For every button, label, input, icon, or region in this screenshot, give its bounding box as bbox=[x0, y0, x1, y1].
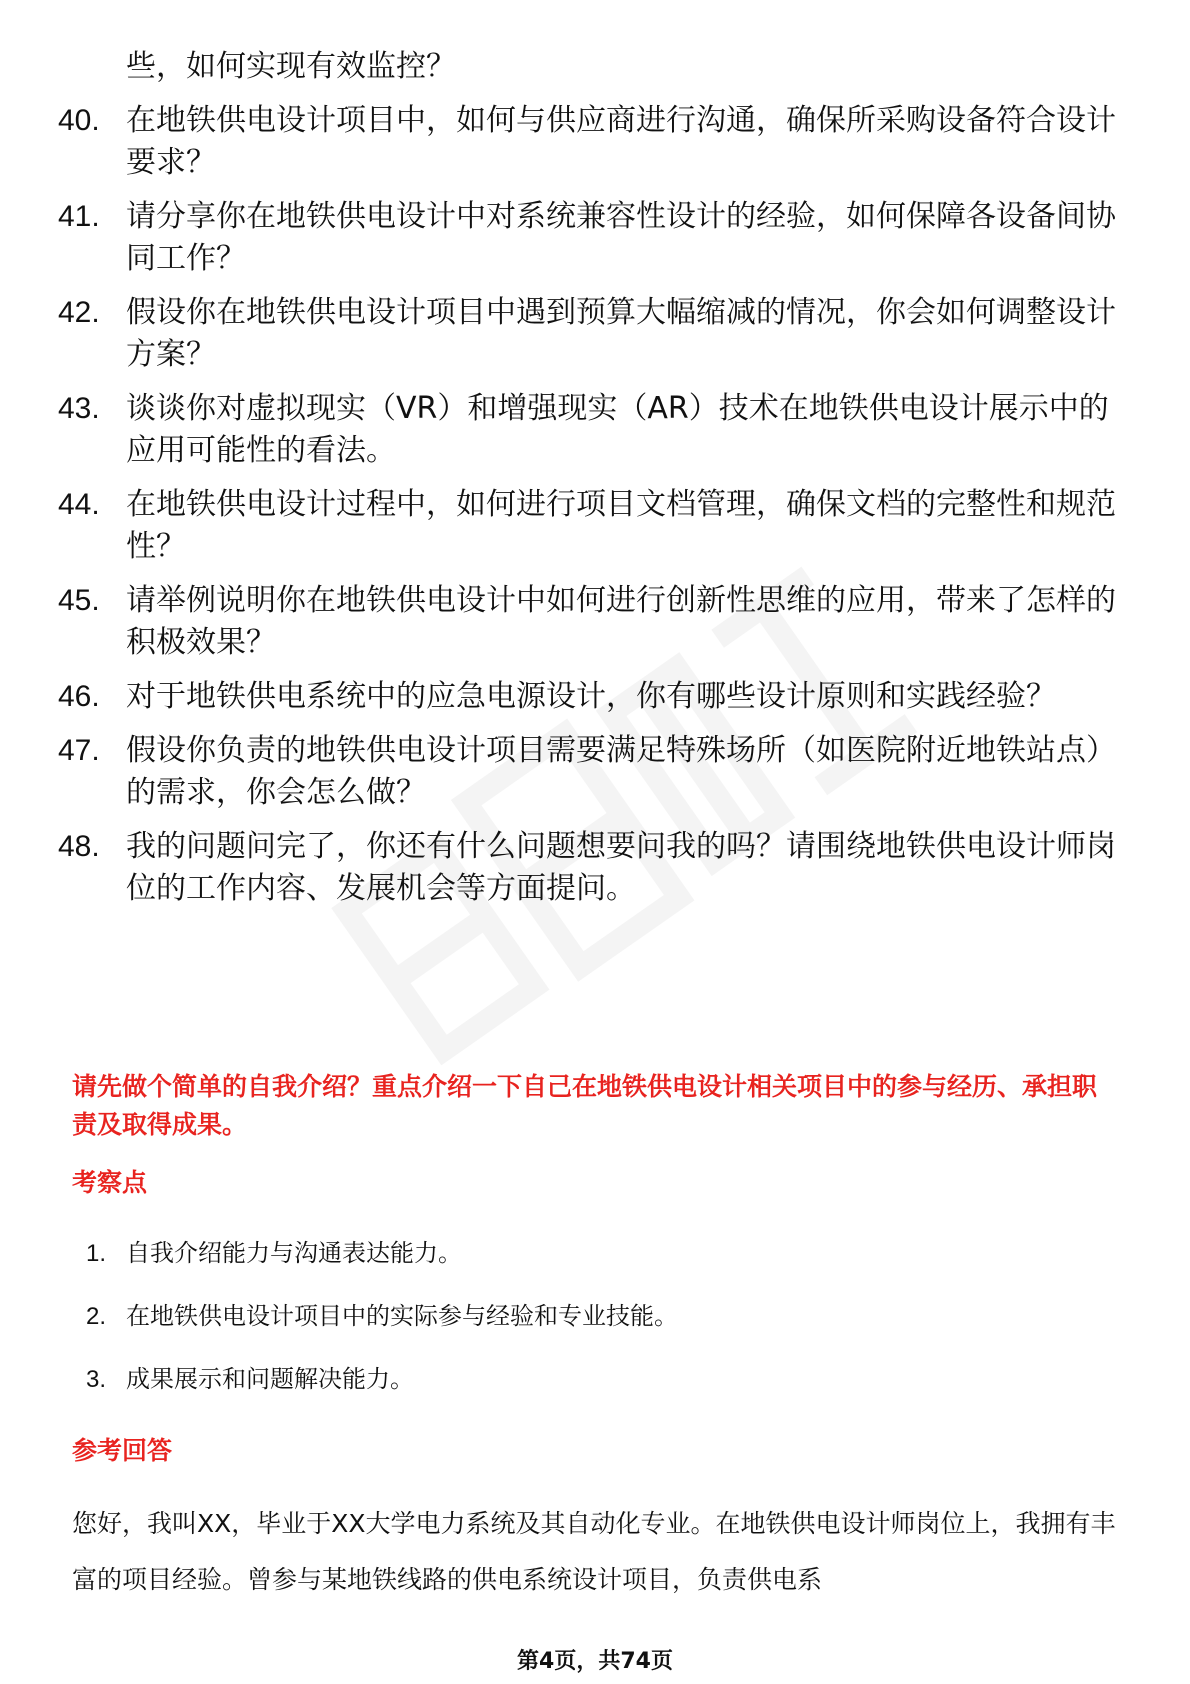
question-item bbox=[58, 580, 1118, 664]
question-number: 41. bbox=[58, 200, 100, 233]
point-text: 在地铁供电设计项目中的实际参与经验和专业技能。 bbox=[126, 1302, 678, 1330]
question-text: 在地铁供电设计项目中，如何与供应商进行沟通，确保所采购设备符合设计要求？ bbox=[126, 103, 1116, 180]
question-number: 45. bbox=[58, 584, 100, 617]
question-item bbox=[58, 196, 1118, 280]
point-text: 自我介绍能力与沟通表达能力。 bbox=[126, 1239, 462, 1267]
question-text: 假设你在地铁供电设计项目中遇到预算大幅缩减的情况，你会如何调整设计方案？ bbox=[126, 295, 1116, 372]
question-number: 47. bbox=[58, 734, 100, 767]
page-footer: 第4页，共74页 bbox=[517, 1649, 673, 1674]
question-text: 谈谈你对虚拟现实（VR）和增强现实（AR）技术在地铁供电设计展示中的应用可能性的看法。 bbox=[126, 391, 1109, 468]
question-number: 48. bbox=[58, 830, 100, 863]
question-item bbox=[58, 292, 1118, 376]
question-number: 44. bbox=[58, 488, 100, 521]
answer-heading: 参考回答 bbox=[72, 1436, 173, 1465]
question-text: 假设你负责的地铁供电设计项目需要满足特殊场所（如医院附近地铁站点）的需求，你会怎么做？ bbox=[126, 733, 1116, 810]
point-text: 成果展示和问题解决能力。 bbox=[126, 1365, 414, 1393]
question-number: 40. bbox=[58, 104, 100, 137]
point-item bbox=[86, 1299, 678, 1362]
point-number: 2. bbox=[86, 1303, 107, 1330]
question-text: 请分享你在地铁供电设计中对系统兼容性设计的经验，如何保障各设备间协同工作？ bbox=[126, 199, 1116, 276]
point-number: 1. bbox=[86, 1240, 107, 1267]
question-number: 42. bbox=[58, 296, 100, 329]
question-item bbox=[58, 676, 1118, 718]
question-number: 43. bbox=[58, 392, 100, 425]
question-item bbox=[58, 826, 1118, 910]
question-text: 对于地铁供电系统中的应急电源设计，你有哪些设计原则和实践经验？ bbox=[126, 679, 1056, 714]
point-number: 3. bbox=[86, 1366, 107, 1393]
points-heading: 考察点 bbox=[72, 1168, 148, 1197]
point-item bbox=[86, 1236, 678, 1299]
question-number: 46. bbox=[58, 680, 100, 713]
question-text: 些，如何实现有效监控？ bbox=[126, 49, 456, 84]
answer-text: 您好，我叫XX，毕业于XX大学电力系统及其自动化专业。在地铁供电设计师岗位上，我拥有丰富的项目经验。曾参与某地铁线路的供电系统设计项目，负责供电系 bbox=[72, 1509, 1116, 1594]
question-item bbox=[58, 388, 1118, 472]
question-text: 在地铁供电设计过程中，如何进行项目文档管理，确保文档的完整性和规范性？ bbox=[126, 487, 1116, 564]
points-list bbox=[86, 1236, 678, 1425]
question-text: 我的问题问完了，你还有什么问题想要问我的吗？请围绕地铁供电设计师岗位的工作内容、发展机会等方面提问。 bbox=[126, 829, 1116, 906]
question-item bbox=[58, 100, 1118, 184]
question-text: 请举例说明你在地铁供电设计中如何进行创新性思维的应用，带来了怎样的积极效果？ bbox=[126, 583, 1116, 660]
point-item bbox=[86, 1362, 678, 1425]
question-list bbox=[58, 46, 1118, 910]
question-item bbox=[58, 730, 1118, 814]
intro-question: 请先做个简单的自我介绍？重点介绍一下自己在地铁供电设计相关项目中的参与经历、承担职责及取得成果。 bbox=[72, 1072, 1098, 1139]
question-item bbox=[58, 46, 1118, 88]
question-item bbox=[58, 484, 1118, 568]
